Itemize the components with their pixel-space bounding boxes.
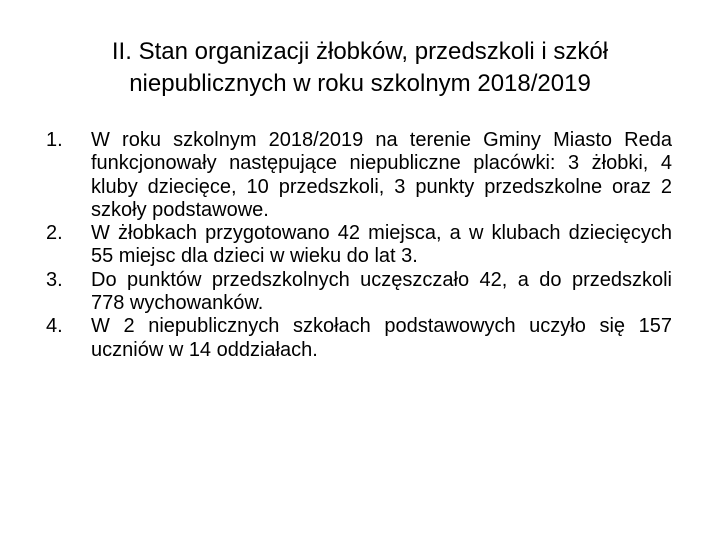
numbered-list bbox=[40, 129, 672, 362]
list-item-number: 3. bbox=[46, 268, 63, 291]
slide-title-line-1: II. Stan organizacji żłobków, przedszkoli i szkół bbox=[111, 38, 609, 65]
list-item-number: 1. bbox=[46, 129, 63, 151]
slide-title-line-2: niepublicznych w roku szkolnym 2018/2019 bbox=[129, 70, 591, 97]
list-item-number: 4. bbox=[46, 315, 63, 338]
slide-title bbox=[40, 36, 680, 100]
list-item bbox=[40, 315, 672, 362]
list-item bbox=[40, 269, 672, 316]
list-item bbox=[40, 129, 672, 222]
list-item-text: W 2 niepublicznych szkołach podstawowych uczyło się 157 uczniów w 14 oddziałach. bbox=[91, 315, 672, 361]
list-item-text: W żłobkach przygotowano 42 miejsca, a w klubach dziecięcych 55 miejsc dla dzieci w wieku do lat 3. bbox=[91, 222, 672, 268]
list-item bbox=[40, 222, 672, 269]
list-item-text: W roku szkolnym 2018/2019 na terenie Gminy Miasto Reda funkcjonowały następujące niepubliczne placówki: 3 żłobki, 4 kluby dziecięce, 10 przedszkoli, 3 punkty przedszkolne oraz 2 szkoły podstawowe. bbox=[91, 129, 672, 221]
list-item-text: Do punktów przedszkolnych uczęszczało 42, a do przedszkoli 778 wychowanków. bbox=[91, 268, 672, 315]
list-item-number: 2. bbox=[46, 222, 63, 245]
